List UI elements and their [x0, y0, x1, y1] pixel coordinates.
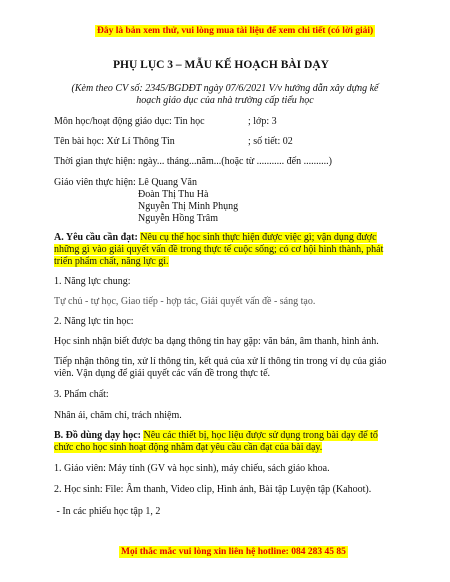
lesson-label: Tên bài học: Xử Lí Thông Tin: [54, 136, 175, 147]
page-title: PHỤ LỤC 3 – MẪU KẾ HOẠCH BÀI DẠY: [113, 59, 329, 71]
page-subtitle: (Kèm theo CV số: 2345/BGDĐT ngày 07/6/2021 V/v hướng dẫn xây dựng kế hoạch giáo dục của nhà trường cấp tiểu học: [71, 83, 379, 106]
competence-general-text: Tự chủ - tự học, Giao tiếp - hợp tác, Giải quyết vấn đề - sáng tạo.: [54, 296, 316, 307]
section-a: [54, 232, 399, 268]
section-b: [54, 430, 399, 454]
materials-student: 2. Học sinh: File: Âm thanh, Video clip, Hình ảnh, Bài tập Luyện tập (Kahoot).: [54, 484, 372, 495]
section-a-heading: A. Yêu cầu cần đạt:: [54, 232, 138, 243]
teacher-name: Nguyễn Hồng Trâm: [138, 213, 219, 224]
teacher-name: Nguyễn Thị Minh Phụng: [138, 201, 239, 212]
subject-label: Môn học/hoạt động giáo dục: Tin học: [54, 116, 205, 127]
qualities-text: Nhân ái, chăm chỉ, trách nhiệm.: [54, 410, 182, 421]
section-a-text: Nêu cụ thể học sinh thực hiện được việc gì; vận dụng được những gì vào giải quyết vấn đề trong thực tế cuộc sống; có cơ hội hình thành, phát triển phẩm chất, năng lực gì.: [54, 232, 384, 267]
teacher-label: Giáo viên thực hiện: Lê Quang Văn: [54, 177, 197, 188]
section-b-heading: B. Đồ dùng dạy học:: [54, 430, 141, 441]
competence-general-heading: 1. Năng lực chung:: [54, 276, 131, 287]
qualities-heading: 3. Phẩm chất:: [54, 389, 109, 400]
teacher-name: Đoàn Thị Thu Hà: [138, 189, 209, 200]
section-b-text: Nêu các thiết bị, học liệu được sử dụng trong bài dạy để tổ chức cho học sinh hoạt động nhằm đạt yêu cầu cần đạt của bài dạy.: [54, 430, 378, 453]
materials-teacher: 1. Giáo viên: Máy tính (GV và học sinh), máy chiếu, sách giáo khoa.: [54, 463, 330, 474]
competence-it-p2: Tiếp nhận thông tin, xử lí thông tin, kết quả của xử lí thông tin trong ví dụ của giáo viên. Vận dụng để giải quyết các vấn đề trong thực tế.: [54, 356, 387, 379]
periods-label: ; số tiết: 02: [248, 136, 293, 147]
time-line: Thời gian thực hiện: ngày... tháng...năm...(hoặc từ ........... đến ..........): [54, 156, 332, 167]
preview-banner: Đây là bản xem thử, vui lòng mua tài liệu để xem chi tiết (có lời giải): [97, 26, 374, 36]
hotline-banner: Mọi thắc mắc vui lòng xin liên hệ hotline: 084 283 45 85: [121, 547, 346, 557]
grade-label: ; lớp: 3: [248, 116, 277, 127]
competence-it-p1: Học sinh nhận biết được ba dạng thông tin hay gặp: văn bản, âm thanh, hình ảnh.: [54, 336, 379, 347]
competence-it-heading: 2. Năng lực tin học:: [54, 316, 134, 327]
materials-sheets: - In các phiếu học tập 1, 2: [54, 506, 161, 517]
